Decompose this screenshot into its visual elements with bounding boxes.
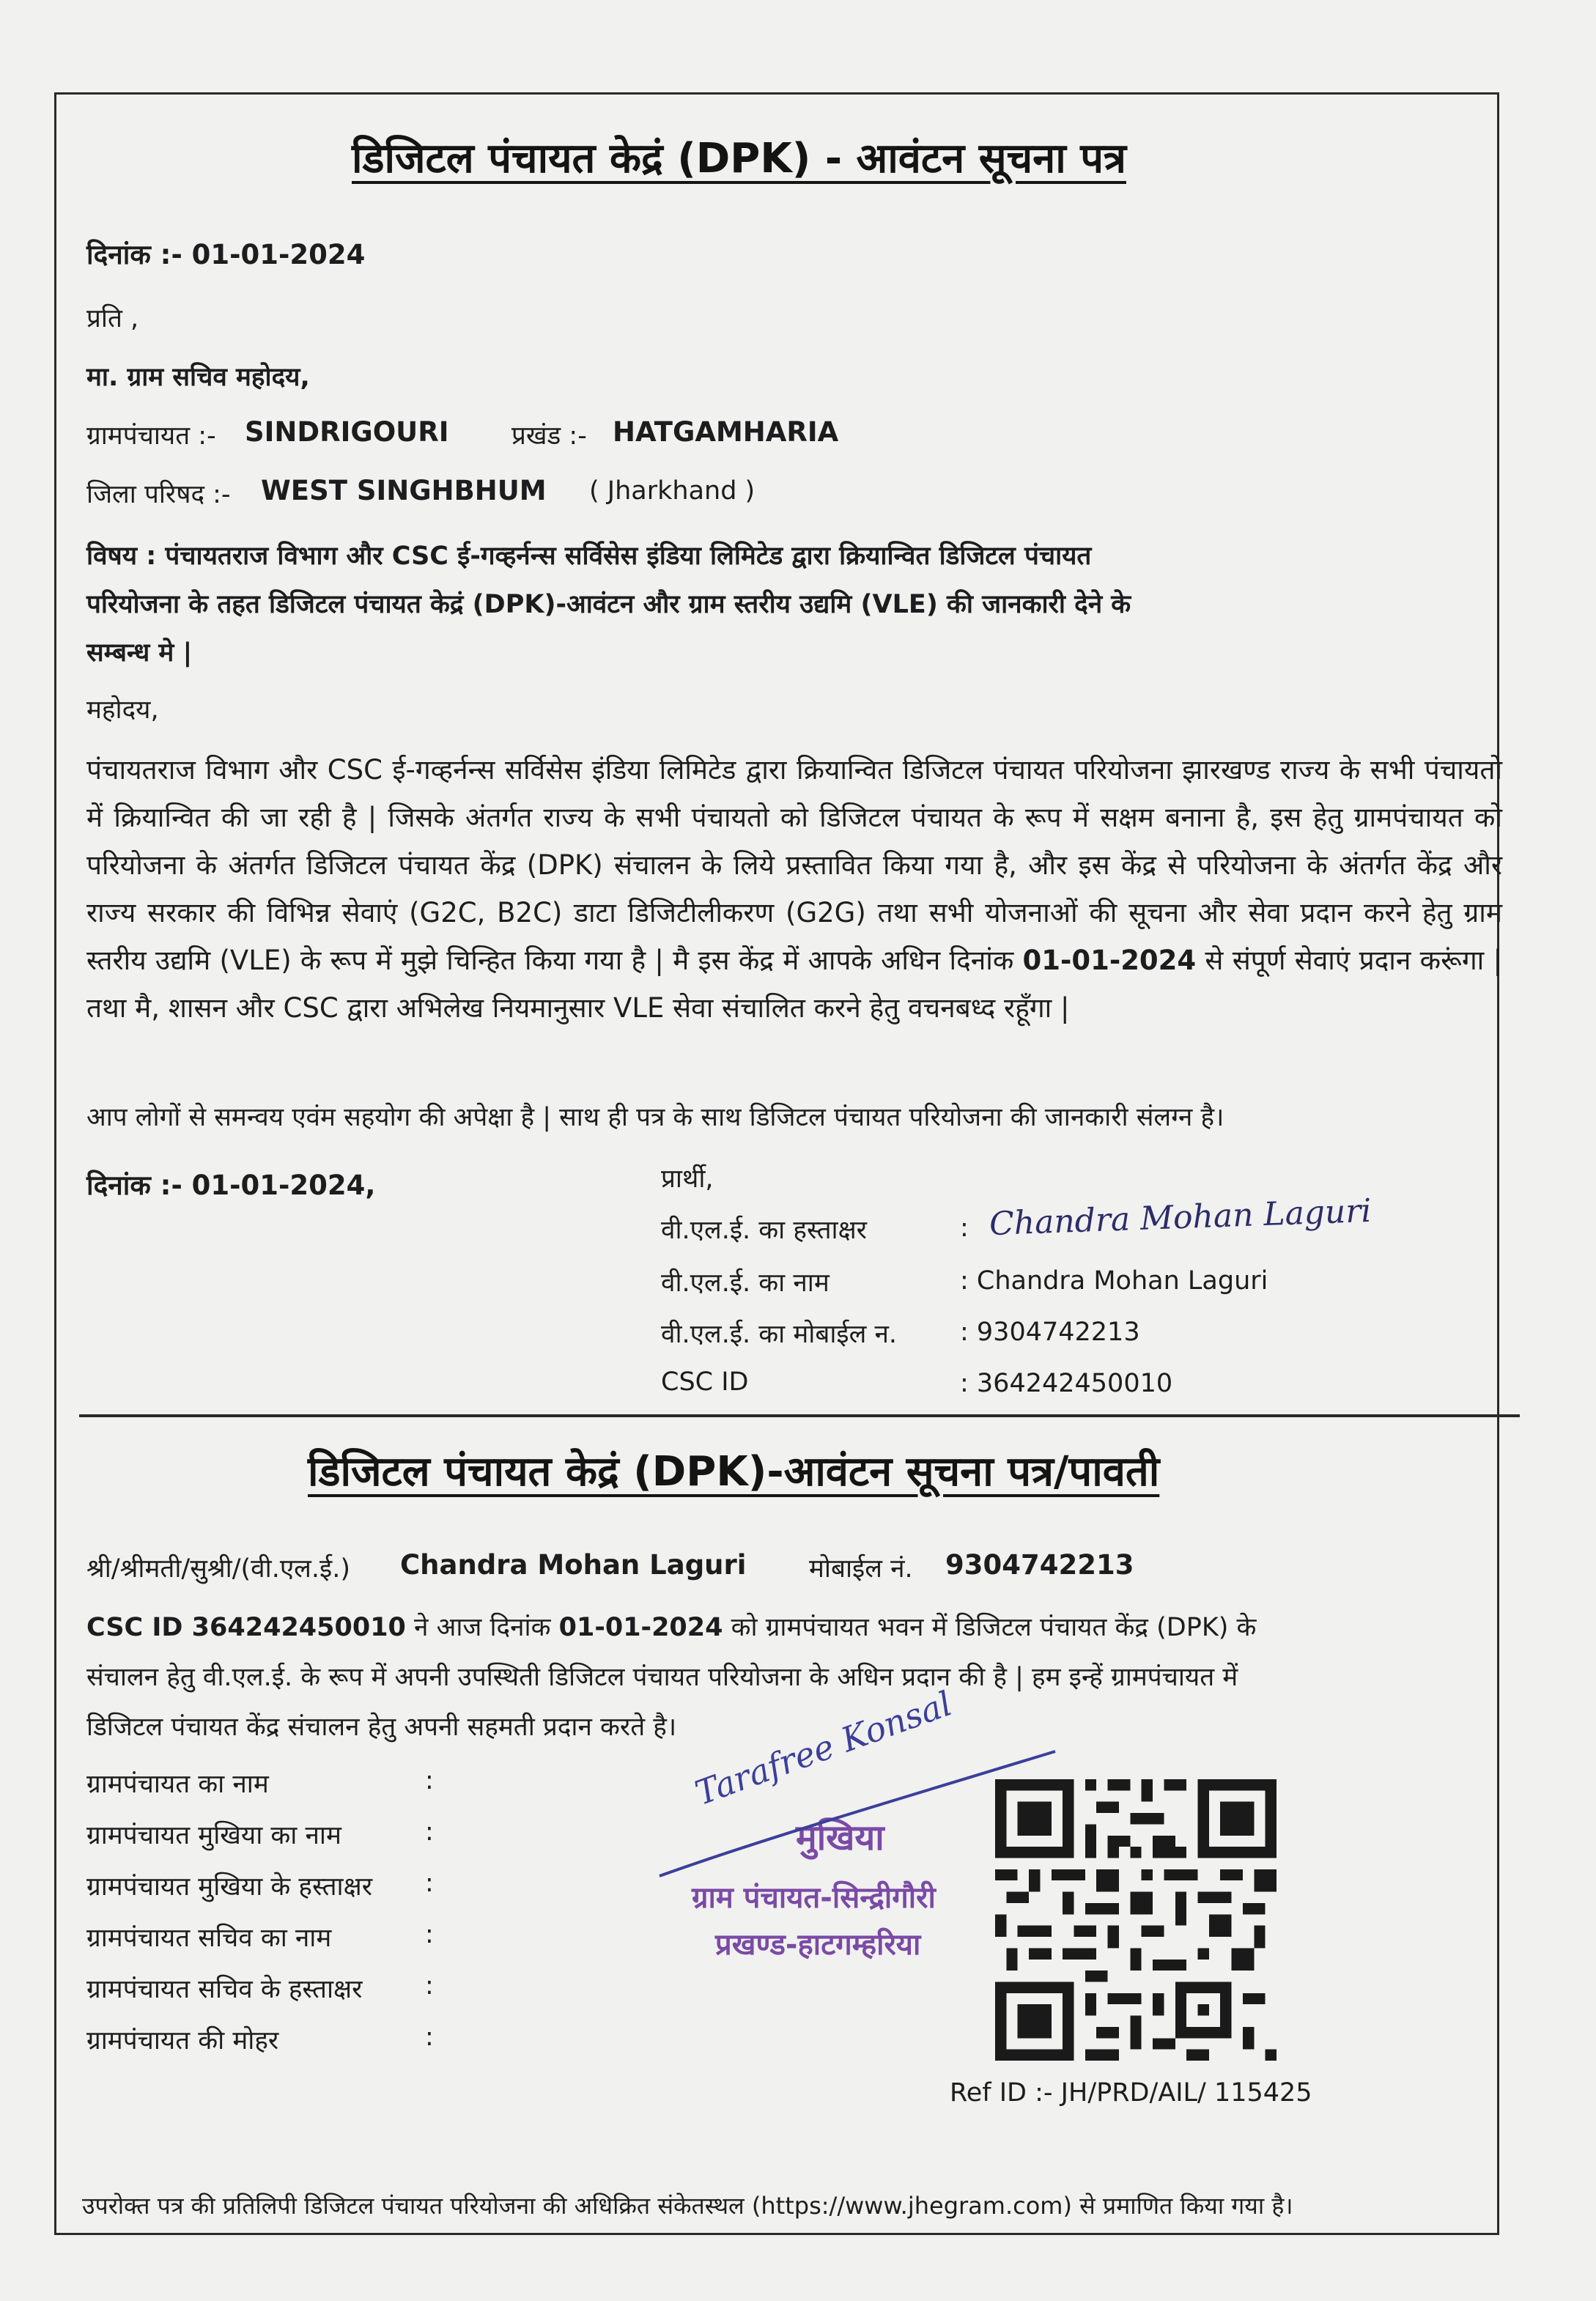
state: ( Jharkhand ) [589, 476, 755, 506]
stamp-line-3: प्रखण्ड-हाटगम्हरिया [715, 1928, 921, 1962]
receipt-csc-id: CSC ID 364242450010 [86, 1613, 406, 1642]
gram-panchayat-value: SINDRIGOURI [245, 416, 449, 448]
subject-line-3: सम्बन्ध मे | [86, 638, 193, 668]
closing-line: आप लोगों से समन्वय एवंम सहयोग की अपेक्षा है | साथ ही पत्र के साथ डिजिटल पंचायत परियोजना की जानकारी संलग्न है। [86, 1103, 1224, 1132]
vle-name: : Chandra Mohan Laguri [960, 1266, 1268, 1296]
field-mukhiya-sign-label: ग्रामपंचायत मुखिया के हस्ताक्षर [86, 1872, 373, 1902]
vle-signature-colon: : [960, 1214, 969, 1243]
receipt-l1-mid: ने आज दिनांक [405, 1613, 559, 1642]
body-paragraph [86, 746, 1502, 1032]
page-title: डिजिटल पंचायत केद्रं (DPK) - आवंटन सूचना पत्र [352, 135, 1126, 182]
subject-line-2: परियोजना के तहत डिजिटल पंचायत केद्रं (DPK)-आवंटन और ग्राम स्तरीय उद्यमि (VLE) की जानकारी देने के [86, 590, 1131, 619]
body-text-post: से संपूर्ण सेवाएं प्रदान करूंगा | तथा मै, शासन और CSC द्वारा अभिलेख नियमानुसार VLE सेवा संचालित करने हेतु वचनबध्द रहूँगा | [86, 945, 1502, 1024]
receipt-line-2: संचालन हेतु वी.एल.ई. के रूप में अपनी उपस्थिती डिजिटल पंचायत परियोजना के अधिन प्रदान की है | हम इन्हें ग्रामपंचायत में [86, 1663, 1238, 1692]
gram-panchayat-label: ग्रामपंचायत :- [86, 421, 216, 451]
body-date: 01-01-2024 [1022, 945, 1197, 976]
receipt-line-1 [86, 1609, 1256, 1644]
date-line-2: दिनांक :- 01-01-2024, [86, 1170, 376, 1201]
addressee: मा. ग्राम सचिव महोदय, [86, 363, 310, 392]
mukhiya-signature: Tarafree Konsal [690, 1683, 958, 1813]
field-mukhiya-name-colon: : [425, 1817, 434, 1847]
field-mukhiya-name-label: ग्रामपंचायत मुखिया का नाम [86, 1821, 341, 1850]
block-value: HATGAMHARIA [613, 416, 839, 448]
receipt-l1-end: को ग्रामपंचायत भवन में डिजिटल पंचायत केंद्र (DPK) के [723, 1613, 1257, 1642]
district-label: जिला परिषद :- [86, 480, 231, 509]
field-seal-colon: : [425, 2023, 434, 2052]
field-gp-name-label: ग्रामपंचायत का नाम [86, 1770, 269, 1799]
receipt-mobile-label: मोबाईल नं. [809, 1554, 913, 1584]
vle-mobile: : 9304742213 [960, 1318, 1140, 1347]
field-secretary-name-colon: : [425, 1920, 434, 1949]
vle-signature: Chandra Mohan Laguri [989, 1192, 1373, 1244]
field-gp-name-colon: : [425, 1766, 434, 1795]
salutation: महोदय, [86, 695, 159, 725]
csc-id: : 364242450010 [960, 1369, 1173, 1398]
field-seal-label: ग्रामपंचायत की मोहर [86, 2026, 279, 2056]
receipt-mobile: 9304742213 [945, 1549, 1134, 1581]
footer-note: उपरोक्त पत्र की प्रतिलिपी डिजिटल पंचायत परियोजना की अधिक्रित संकेतस्थल (https://www.jhegram.com) से प्रमाणित किया गया है। [82, 2192, 1293, 2220]
vle-name-label: वी.एल.ई. का नाम [661, 1268, 830, 1298]
date-line: दिनांक :- 01-01-2024 [86, 239, 366, 270]
vle-signature-label: वी.एल.ई. का हस्ताक्षर [661, 1216, 867, 1245]
field-secretary-sign-colon: : [425, 1971, 434, 2001]
vle-mobile-label: वी.एल.ई. का मोबाईल न. [661, 1320, 898, 1349]
field-secretary-sign-label: ग्रामपंचायत सचिव के हस्ताक्षर [86, 1975, 363, 2004]
qr-code [995, 1779, 1277, 2061]
applicant-label: प्रार्थी, [661, 1164, 714, 1194]
ref-id: Ref ID :- JH/PRD/AIL/ 115425 [950, 2078, 1312, 2108]
receipt-date: 01-01-2024 [558, 1613, 723, 1642]
receipt-title: डिजिटल पंचायत केद्रं (DPK)-आवंटन सूचना पत्र/पावती [308, 1448, 1160, 1496]
receipt-line-3: डिजिटल पंचायत केंद्र संचालन हेतु अपनी सहमती प्रदान करते है। [86, 1713, 677, 1742]
stamp-line-1: मुखिया [796, 1817, 884, 1858]
field-secretary-name-label: ग्रामपंचायत सचिव का नाम [86, 1924, 332, 1953]
district-value: WEST SINGHBHUM [261, 475, 547, 506]
receipt-name-prefix: श्री/श्रीमती/सुश्री/(वी.एल.ई.) [86, 1554, 350, 1584]
csc-id-label: CSC ID [661, 1367, 749, 1397]
body-text-pre: पंचायतराज विभाग और CSC ई-गव्हर्नन्स सर्विसेस इंडिया लिमिटेड द्वारा क्रियान्वित डिजिटल पंचायत परियोजना झारखण्ड राज्य के सभी पंचायतो में क्रियान्वित की जा रही है | जिसके अंतर्गत राज्य के सभी पंचायतो को डिजिटल पंचायत के रूप में सक्षम बनाना है, इस हेतु ग्रामपंचायत को परियोजना के अंतर्गत डिजिटल पंचायत केंद्र (DPK) संचालन के लिये प्रस्तावित किया गया है, और इस केंद्र से परियोजना के अंतर्गत केंद्र और राज्य सरकार की विभिन्न सेवाएं (G2C, B2C) डाटा डिजिटीलीकरण (G2G) तथा सभी योजनाओं की सूचना और सेवा प्रदान करने हेतु ग्राम स्तरीय उद्यमि (VLE) के रूप में मुझे चिन्हित किया गया है | मै इस केंद्र में आपके अधिन दिनांक [86, 754, 1502, 976]
to-line: प्रति , [86, 304, 139, 333]
section-divider [79, 1414, 1520, 1417]
subject-line-1: विषय : पंचायतराज विभाग और CSC ई-गव्हर्नन्स सर्विसेस इंडिया लिमिटेड द्वारा क्रियान्वित डिजिटल पंचायत [86, 542, 1092, 571]
stamp-line-2: ग्राम पंचायत-सिन्द्रीगौरी [692, 1881, 936, 1915]
receipt-name: Chandra Mohan Laguri [400, 1549, 747, 1581]
block-label: प्रखंड :- [511, 421, 587, 451]
field-mukhiya-sign-colon: : [425, 1869, 434, 1898]
